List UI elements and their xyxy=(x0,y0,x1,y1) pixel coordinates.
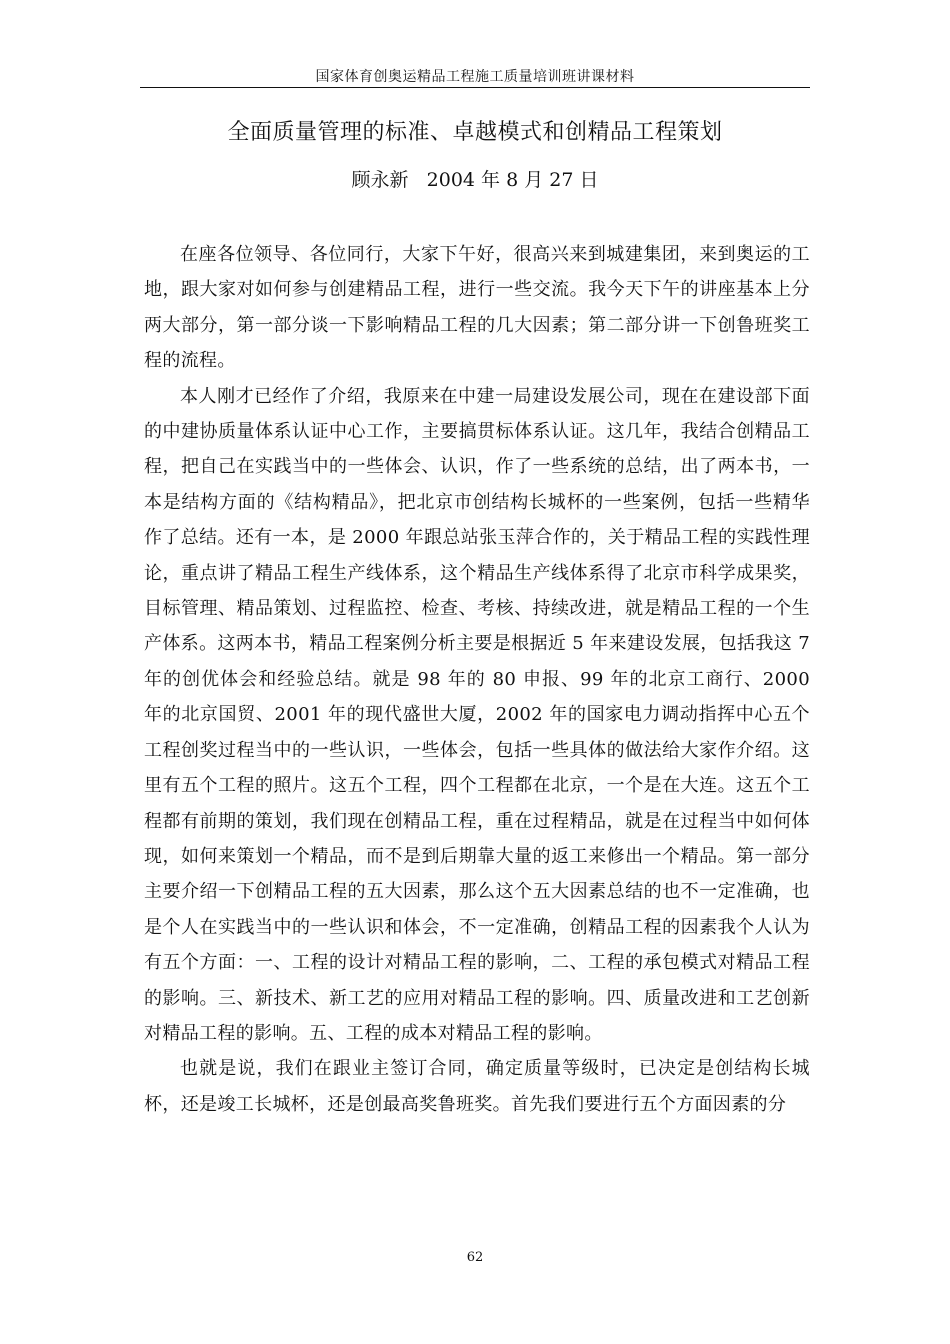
paragraph-1: 在座各位领导、各位同行，大家下午好，很高兴来到城建集团，来到奥运的工地，跟大家对如何参与创建精品工程，进行一些交流。我今天下午的讲座基本上分两大部分，第一部分谈一下影响精品工程的几大因素；第二部分讲一下创鲁班奖工程的流程。 xyxy=(144,244,810,372)
page-number: 62 xyxy=(466,1250,484,1265)
author-date-byline: 顾永新 2004 年 8 月 27 日 xyxy=(351,169,599,191)
running-header: 国家体育创奥运精品工程施工质量培训班讲课材料 xyxy=(315,69,635,85)
paragraph-2: 本人刚才已经作了介绍，我原来在中建一局建设发展公司，现在在建设部下面的中建协质量体系认证中心工作，主要搞贯标体系认证。这几年，我结合创精品工程，把自己在实践当中的一些体会、认识，作了一些系统的总结，出了两本书，一本是结构方面的《结构精品》，把北京市创结构长城杯的一些案例，包括一些精华作了总结。还有一本，是 2000 年跟总站张玉萍合作的，关于精品工程的实践性理论，重点讲了精品工程生产线体系，这个精品生产线体系得了北京市科学成果奖，目标管理、精品策划、过程监控、检查、考核、持续改进，就是精品工程的一个生产体系。这两本书，精品工程案例分析主要是根据近 5 年来建设发展，包括我这 7 年的创优体会和经验总结。就是 98 年的 80 申报、99 年的北京工商行、2000 年的北京国贸、2001 年的现代盛世大厦，2002 年的国家电力调动指挥中心五个工程创奖过程当中的一些认识，一些体会，包括一些具体的做法给大家作介绍。这里有五个工程的照片。这五个工程，四个工程都在北京，一个是在大连。这五个工程都有前期的策划，我们现在创精品工程，重在过程精品，就是在过程当中如何体现，如何来策划一个精品，而不是到后期靠大量的返工来修出一个精品。第一部分主要介绍一下创精品工程的五大因素，那么这个五大因素总结的也不一定准确，也是个人在实践当中的一些认识和体会，不一定准确，创精品工程的因素我个人认为有五个方面：一、工程的设计对精品工程的影响，二、工程的承包模式对精品工程的影响。三、新技术、新工艺的应用对精品工程的影响。四、质量改进和工艺创新对精品工程的影响。五、工程的成本对精品工程的影响。 xyxy=(144,385,810,1044)
document-body xyxy=(144,237,810,1122)
header-rule xyxy=(140,87,810,88)
document-title: 全面质量管理的标准、卓越模式和创精品工程策划 xyxy=(227,120,723,145)
paragraph-3: 也就是说，我们在跟业主签订合同，确定质量等级时，已决定是创结构长城杯，还是竣工长城杯，还是创最高奖鲁班奖。首先我们要进行五个方面因素的分 xyxy=(144,1058,810,1115)
